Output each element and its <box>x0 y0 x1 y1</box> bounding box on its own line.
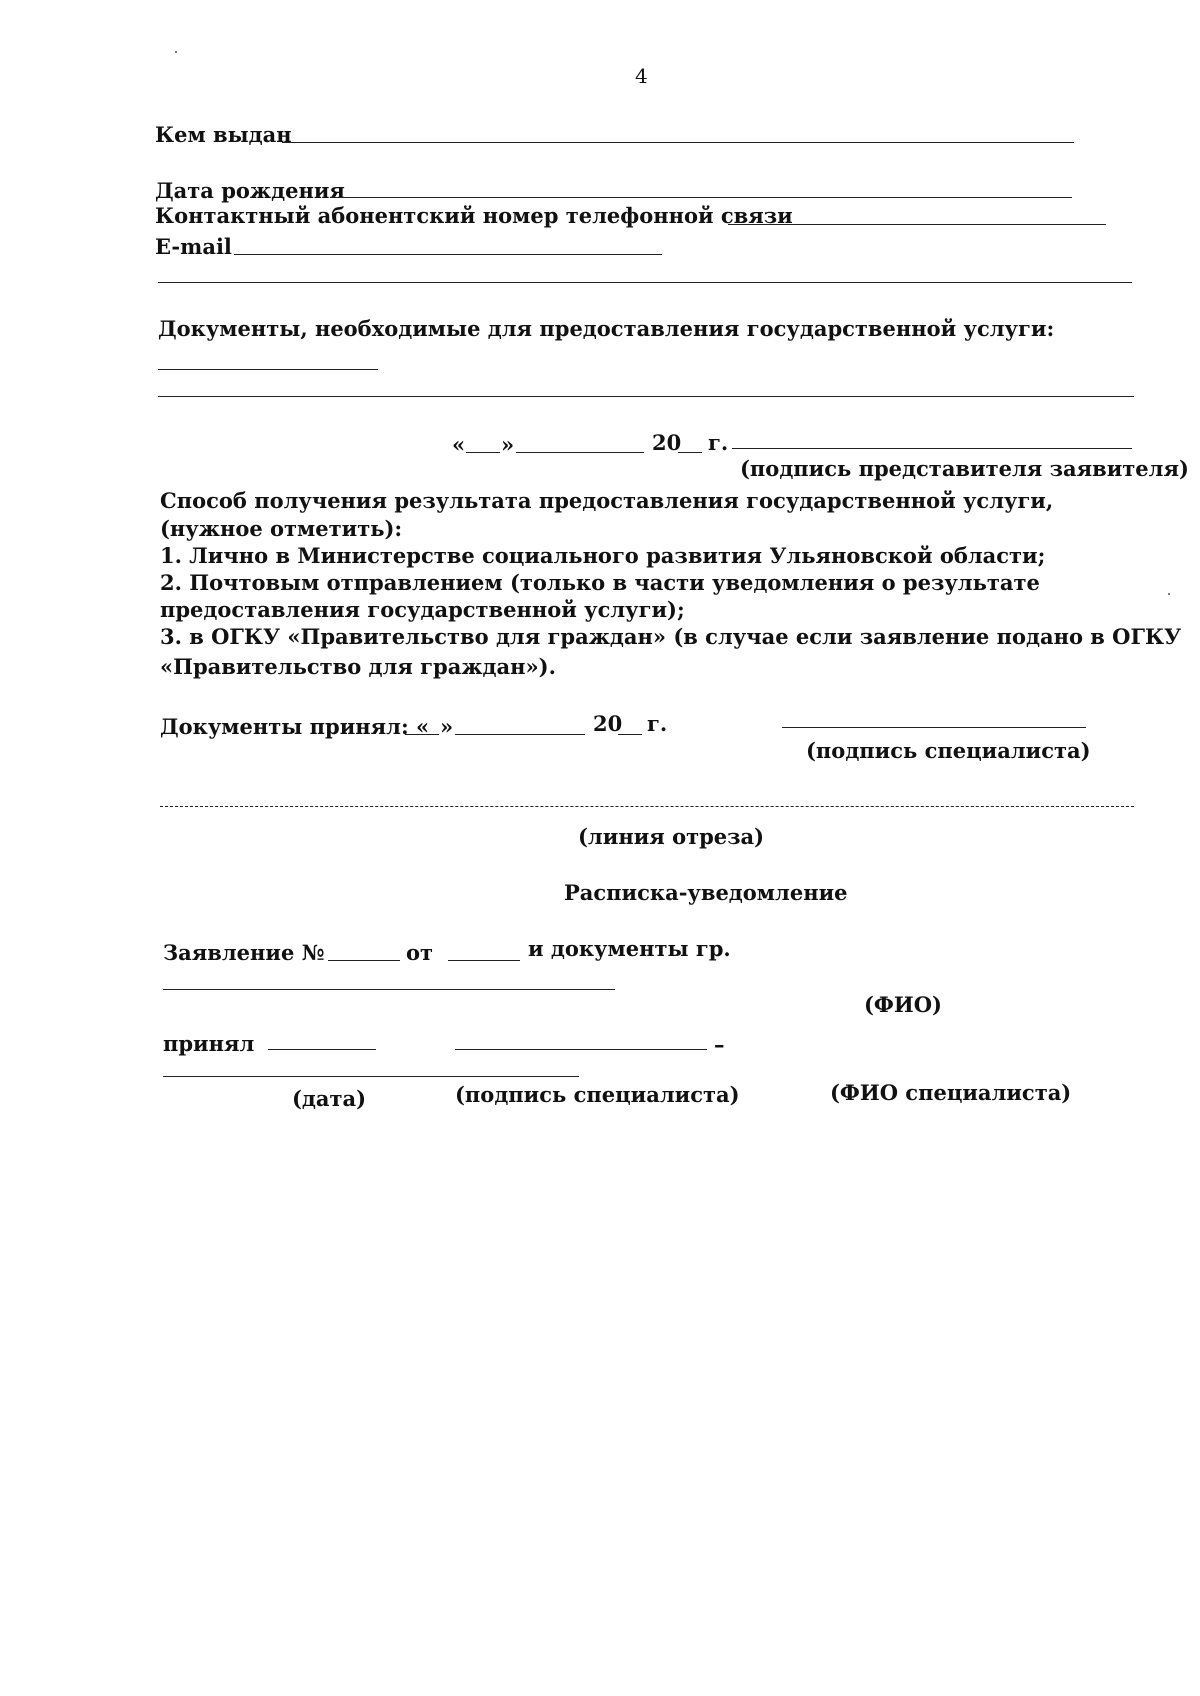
birth-date-field[interactable] <box>330 197 1072 198</box>
specialist-signature-field[interactable] <box>782 727 1086 728</box>
option-2-line-2: предоставления государственной услуги); <box>160 597 685 622</box>
page-number: 4 <box>635 64 648 88</box>
phone-field[interactable] <box>728 224 1106 225</box>
accepted-close-quote: » <box>440 714 454 739</box>
date-close-quote: » <box>501 432 515 457</box>
date-open-quote: « <box>452 432 466 457</box>
statement-date-field[interactable] <box>448 960 520 961</box>
received-signature-field[interactable] <box>455 1049 707 1050</box>
citizen-documents-label: и документы гр. <box>528 936 731 961</box>
fio-caption: (ФИО) <box>864 992 942 1017</box>
email-field[interactable] <box>234 254 662 255</box>
cut-line-caption: (линия отреза) <box>578 824 765 849</box>
received-extra-line[interactable] <box>163 1076 579 1077</box>
cut-line <box>160 806 1134 807</box>
accepted-year-suffix: г. <box>647 711 668 736</box>
result-method-note: (нужное отметить): <box>160 516 403 541</box>
result-method-heading: Способ получения результата предоставления государственной услуги, <box>160 488 1054 513</box>
rep-signature-field[interactable] <box>732 448 1132 449</box>
receipt-title: Расписка-уведомление <box>564 880 848 905</box>
receipt-signature-caption: (подпись специалиста) <box>455 1082 740 1107</box>
option-3-line-2: «Правительство для граждан»). <box>160 654 556 679</box>
documents-heading: Документы, необходимые для предоставления государственной услуги: <box>158 316 1055 341</box>
full-width-line[interactable] <box>158 282 1132 283</box>
day-field[interactable] <box>466 452 500 453</box>
issued-by-field[interactable] <box>282 142 1074 143</box>
year-suffix: г. <box>708 430 729 455</box>
received-date-field[interactable] <box>268 1049 376 1050</box>
month-field[interactable] <box>516 452 644 453</box>
date-caption: (дата) <box>292 1086 367 1111</box>
statement-number-field[interactable] <box>328 960 400 961</box>
rep-signature-caption: (подпись представителя заявителя) <box>740 456 1189 481</box>
scan-speck <box>175 51 177 53</box>
accepted-label: Документы принял: « <box>160 714 430 739</box>
citizen-fio-field[interactable] <box>163 989 615 990</box>
specialist-signature-caption: (подпись специалиста) <box>806 738 1091 763</box>
statement-from-label: от <box>406 940 434 965</box>
option-1: 1. Лично в Министерстве социального развития Ульяновской области; <box>160 543 1046 568</box>
option-3-line-1: 3. в ОГКУ «Правительство для граждан» (в случае если заявление подано в ОГКУ <box>160 624 1182 649</box>
documents-line[interactable] <box>158 396 1134 397</box>
documents-line-short[interactable] <box>158 369 378 370</box>
accepted-year-field[interactable] <box>618 734 642 735</box>
received-dash: – <box>714 1032 725 1057</box>
received-label: принял <box>163 1031 255 1056</box>
specialist-fio-caption: (ФИО специалиста) <box>830 1080 1072 1105</box>
year-field[interactable] <box>678 452 702 453</box>
email-label: E-mail <box>155 234 232 259</box>
accepted-month-field[interactable] <box>455 734 585 735</box>
option-2-line-1: 2. Почтовым отправлением (только в части уведомления о результате <box>160 570 1040 595</box>
birth-date-label: Дата рождения <box>155 178 345 203</box>
phone-label: Контактный абонентский номер телефонной связи <box>155 203 793 228</box>
accepted-day-field[interactable] <box>405 734 439 735</box>
issued-by-label: Кем выдан <box>155 122 292 147</box>
statement-number-label: Заявление № <box>163 940 325 965</box>
year-prefix: 20 <box>652 430 682 455</box>
scan-speck <box>1168 593 1170 595</box>
accepted-year-prefix: 20 <box>593 711 623 736</box>
